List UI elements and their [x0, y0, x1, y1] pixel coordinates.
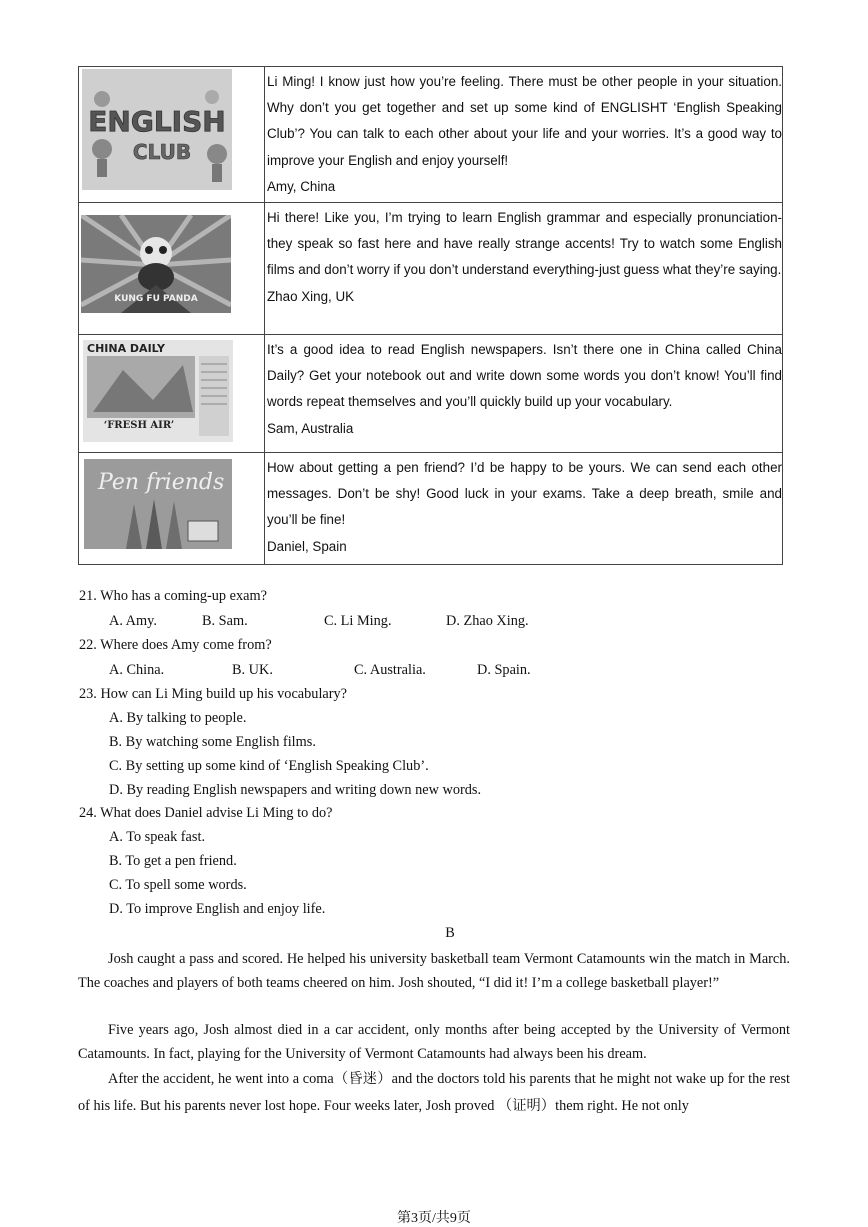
- message-text: [265, 203, 782, 334]
- page-number: 第3页/共9页: [397, 1211, 471, 1226]
- kungfu-word: KUNG FU PANDA: [114, 294, 198, 304]
- message-text: [265, 453, 782, 564]
- option: A. Amy.: [109, 613, 157, 629]
- message-text: [265, 335, 782, 452]
- passage-paragraph: Josh caught a pass and scored. He helped his university basketball team Vermont Catamounts win the match in March. The coaches and players of both teams cheered on him. Josh shouted, “I did it! I’m a college basketball player!”: [78, 951, 790, 991]
- option: D. To improve English and enjoy life.: [109, 901, 326, 917]
- image-cell: [79, 335, 265, 452]
- option: C. To spell some words.: [109, 877, 247, 893]
- option: D. Zhao Xing.: [446, 613, 529, 629]
- table-row: [79, 67, 782, 202]
- passage-paragraph: Five years ago, Josh almost died in a car accident, only months after being accepted by the University of Vermont Catamounts. In fact, playing for the University of Vermont Catamounts had always been his dream.: [78, 1022, 790, 1062]
- pen-friends-word: Pen friends: [98, 470, 225, 495]
- option: C. By setting up some kind of ‘English Speaking Club’.: [109, 758, 429, 774]
- english-word: ENGLISH: [88, 105, 226, 138]
- option: B. UK.: [232, 662, 273, 678]
- china-daily-image: [83, 340, 233, 442]
- table-row: [79, 452, 782, 564]
- club-word: CLUB: [132, 140, 192, 164]
- image-cell: [79, 203, 265, 334]
- passage-paragraph: After the accident, he went into a coma（昏迷）and the doctors told his parents that he might not wake up for the rest of his life. But his parents never lost hope. Four weeks later, Josh proved （证明）them right. He not only: [78, 1071, 790, 1114]
- option: B. By watching some English films.: [109, 734, 316, 750]
- fresh-air-headline: ‘FRESH AIR’: [103, 420, 175, 431]
- message-body: How about getting a pen friend? I’d be happy to be yours. We can send each other messages. Don’t be shy! Good luck in your exams. Take a deep breath, smile and you’ll be fine!: [267, 460, 782, 528]
- message-body: It’s a good idea to read English newspapers. Isn’t there one in China called China Daily? Get your notebook out and write down some words you don’t know! You’ll find words repeat themselves and you’ll quickly build up your vocabulary.: [267, 342, 782, 410]
- english-club-image: [82, 69, 232, 190]
- message-body: Li Ming! I know just how you’re feeling. There must be other people in your situation. Why don’t you get together and set up some kind of ENGLISHT ‘English Speaking Club’? You can talk to each other about your life and your worries. It’s a good way to improve your English and enjoy yourself!: [267, 74, 782, 168]
- option: A. To speak fast.: [109, 829, 206, 845]
- option: C. Australia.: [354, 662, 426, 678]
- image-cell: [79, 453, 265, 564]
- table-row: [79, 202, 782, 334]
- advice-table: [78, 66, 783, 565]
- option: D. By reading English newspapers and writing down new words.: [109, 782, 482, 798]
- question-21: 21. Who has a coming-up exam?: [79, 588, 267, 604]
- image-cell: [79, 67, 265, 202]
- message-signature: Zhao Xing, UK: [267, 288, 355, 304]
- message-signature: Daniel, Spain: [267, 538, 347, 554]
- question-24: 24. What does Daniel advise Li Ming to do?: [79, 805, 333, 821]
- pen-friends-image: [84, 459, 232, 549]
- message-body: Hi there! Like you, I’m trying to learn English grammar and especially pronunciation-they speak so fast here and have really strange accents! Try to watch some English films and don’t worry if you don’t understand everything-just guess what they’re saying.: [267, 210, 782, 278]
- table-row: [79, 334, 782, 452]
- option: A. By talking to people.: [109, 710, 247, 726]
- option: D. Spain.: [477, 662, 531, 678]
- message-signature: Amy, China: [267, 178, 336, 194]
- question-23: 23. How can Li Ming build up his vocabulary?: [79, 686, 348, 702]
- china-daily-masthead: CHINA DAILY: [87, 342, 165, 355]
- kung-fu-panda-image: [81, 215, 231, 313]
- option: C. Li Ming.: [324, 613, 392, 629]
- message-text: [265, 67, 782, 202]
- question-22: 22. Where does Amy come from?: [79, 637, 272, 653]
- message-signature: Sam, Australia: [267, 420, 354, 436]
- section-heading: B: [445, 925, 455, 941]
- option: B. To get a pen friend.: [109, 853, 237, 869]
- option: B. Sam.: [202, 613, 248, 629]
- option: A. China.: [109, 662, 165, 678]
